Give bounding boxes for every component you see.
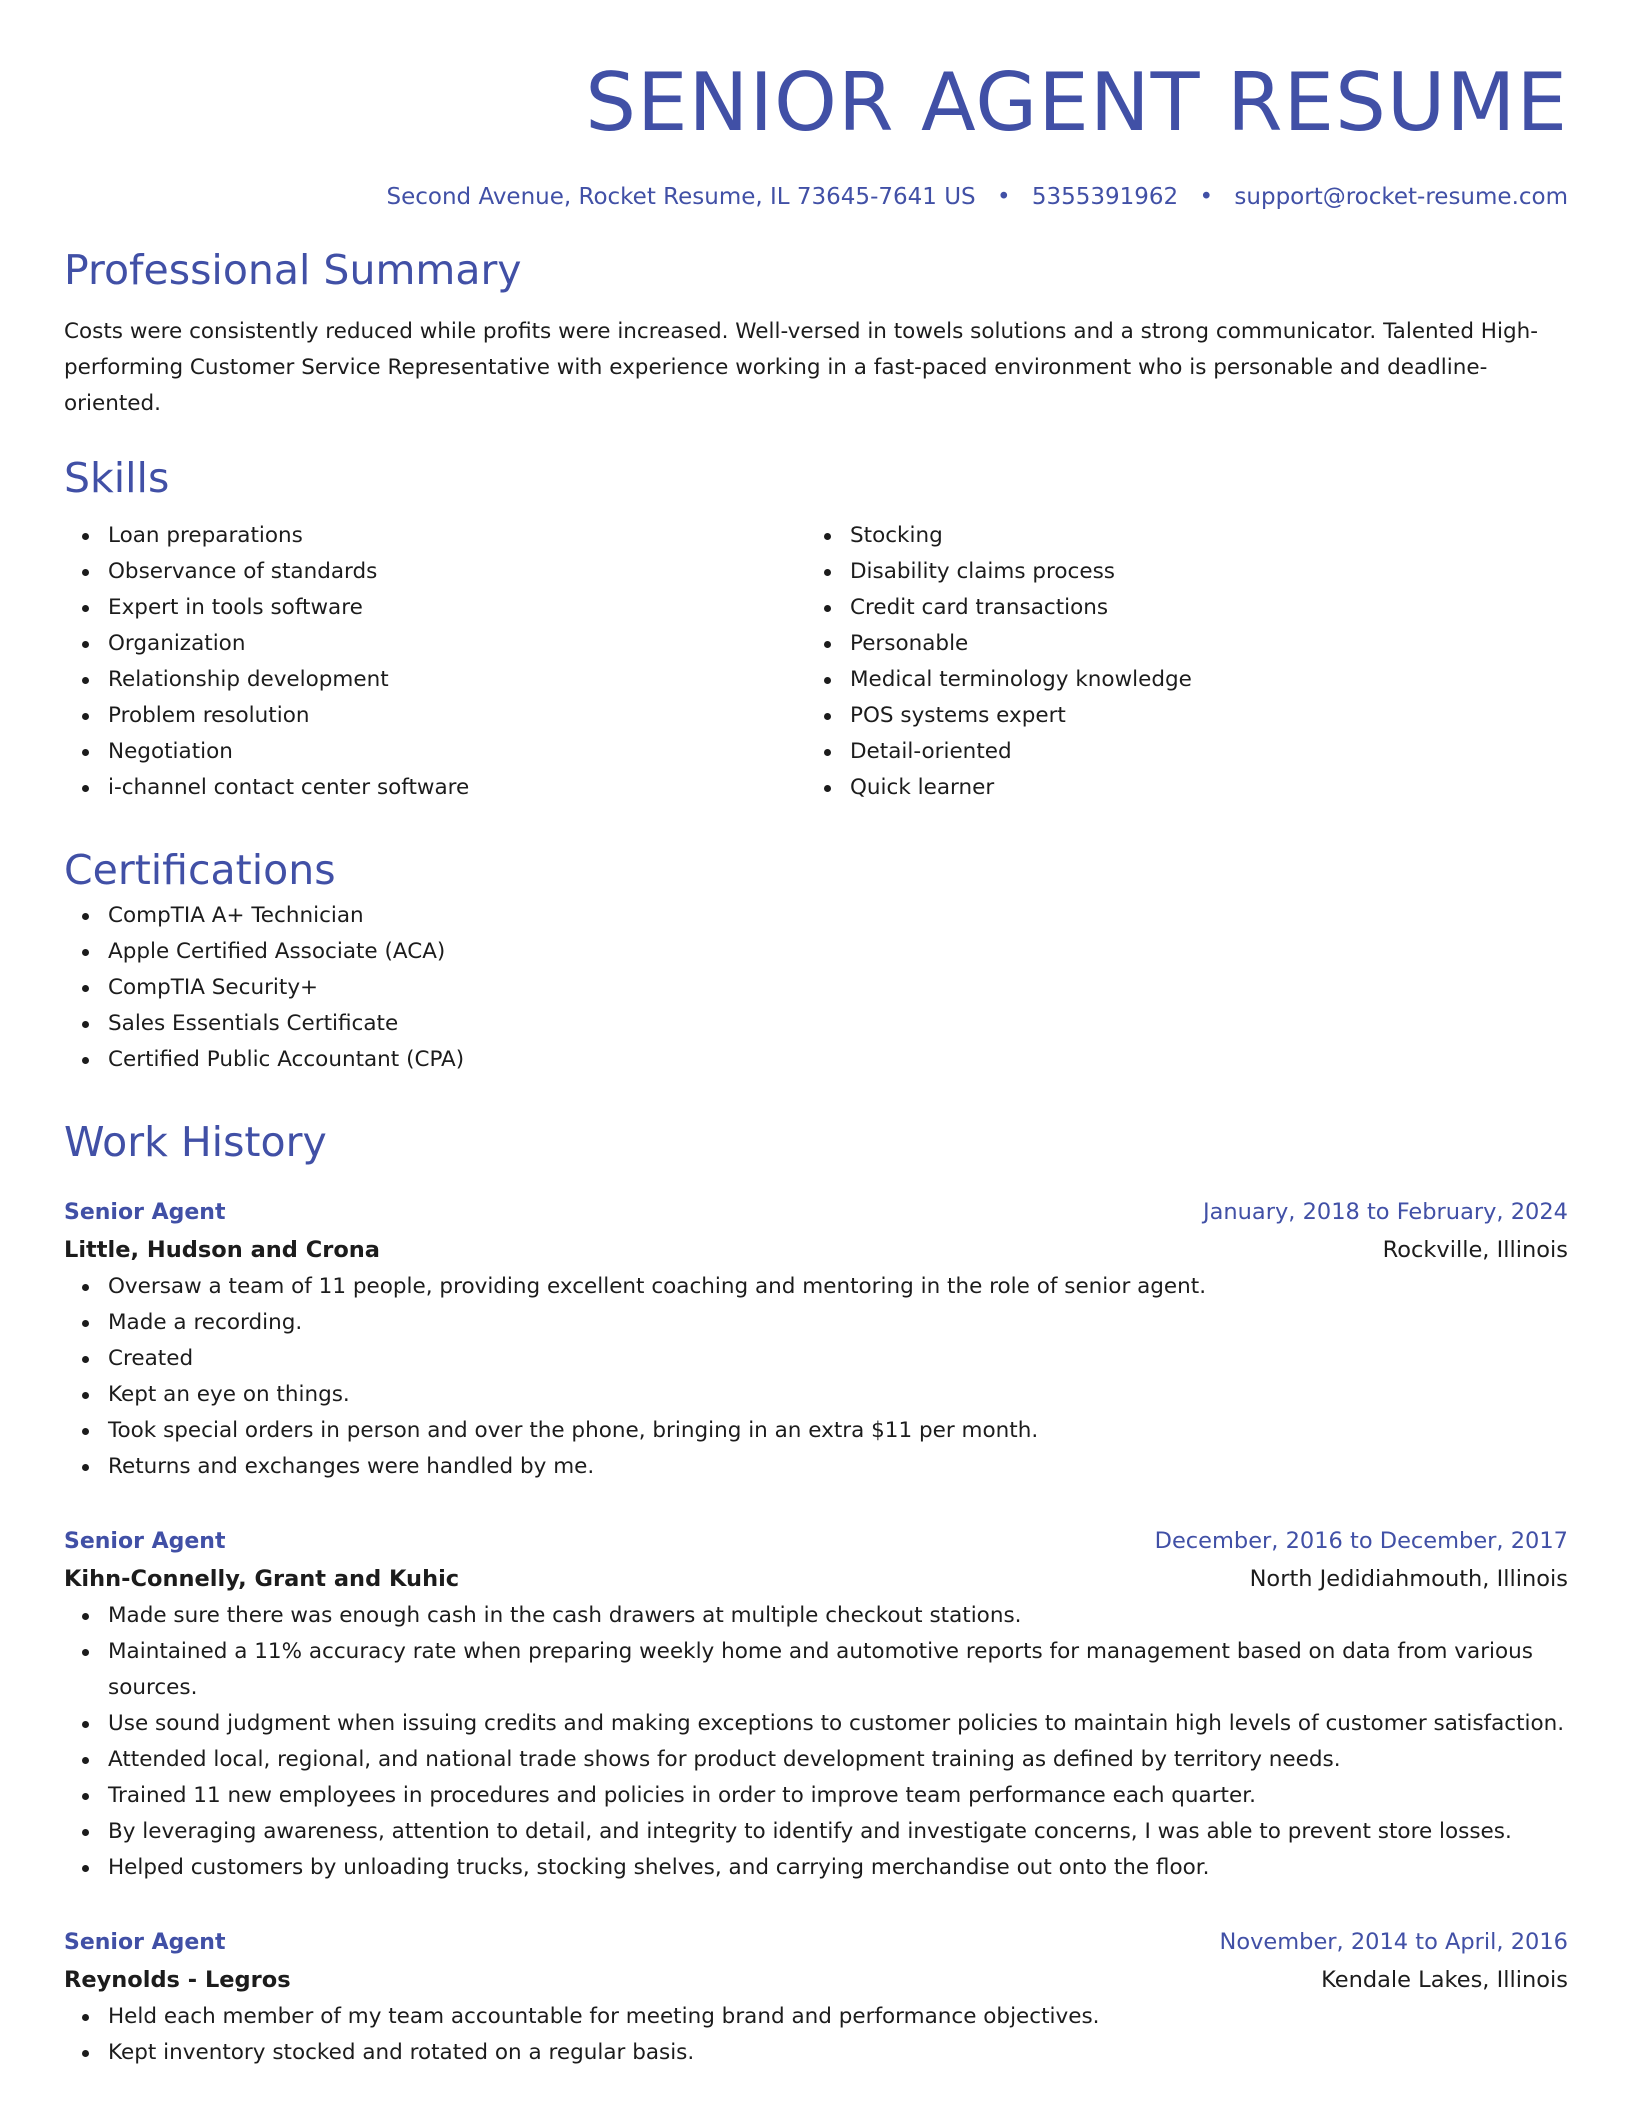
skill-item: Credit card transactions	[806, 590, 1548, 626]
job-location: Rockville, Illinois	[1382, 1237, 1568, 1263]
job-title: Senior Agent	[64, 1200, 226, 1225]
skill-item: Quick learner	[806, 770, 1548, 806]
skills-section	[64, 450, 1568, 806]
job-location: North Jedidiahmouth, Illinois	[1249, 1566, 1568, 1592]
skill-item: Personable	[806, 626, 1548, 662]
job-duties-list	[64, 1598, 1568, 1886]
job-duty-item: Made sure there was enough cash in the cash drawers at multiple checkout stations.	[64, 1598, 1568, 1634]
job-company: Little, Hudson and Crona	[64, 1237, 380, 1263]
job-location: Kendale Lakes, Illinois	[1321, 1967, 1568, 1993]
contact-separator: •	[1199, 184, 1214, 210]
job-duty-item: Oversaw a team of 11 people, providing excellent coaching and mentoring in the role of senior agent.	[64, 1269, 1568, 1305]
resume-header	[64, 0, 1568, 214]
job-duties-list	[64, 1999, 1568, 2071]
summary-text: Costs were consistently reduced while profits were increased. Well-versed in towels solutions and a strong communicator. Talented High-performing Customer Service Representative with experience working in a fast-paced environment who is personable and deadline-oriented.	[64, 319, 1538, 416]
skill-item: Negotiation	[64, 734, 806, 770]
certification-item: CompTIA A+ Technician	[64, 898, 1568, 934]
job-title-row	[64, 1523, 1568, 1560]
work-history-section	[64, 1114, 1568, 2071]
job-duty-item: Kept inventory stocked and rotated on a regular basis.	[64, 2035, 1568, 2071]
skill-item: Disability claims process	[806, 554, 1548, 590]
certifications-section	[64, 842, 1568, 1078]
job-title: Senior Agent	[64, 1930, 226, 1955]
job-company: Kihn-Connelly, Grant and Kuhic	[64, 1566, 460, 1592]
summary-section	[64, 242, 1568, 422]
contact-address: Second Avenue, Rocket Resume, IL 73645-7641 US	[386, 184, 976, 210]
skill-item: POS systems expert	[806, 698, 1548, 734]
job-entry	[64, 1194, 1568, 1485]
job-dates: December, 2016 to December, 2017	[1154, 1528, 1568, 1554]
job-duties-list	[64, 1269, 1568, 1485]
job-duty-item: Took special orders in person and over the phone, bringing in an extra $11 per month.	[64, 1413, 1568, 1449]
skills-heading: Skills	[64, 454, 170, 502]
skills-list-right	[806, 518, 1548, 806]
job-duty-item: By leveraging awareness, attention to detail, and integrity to identify and investigate concerns, I was able to prevent store losses.	[64, 1814, 1568, 1850]
skill-item: Expert in tools software	[64, 590, 806, 626]
certifications-list	[64, 898, 1568, 1078]
work-history-heading: Work History	[64, 1118, 327, 1166]
job-entry	[64, 1924, 1568, 2071]
job-duty-item: Made a recording.	[64, 1305, 1568, 1341]
job-duty-item: Kept an eye on things.	[64, 1377, 1568, 1413]
certification-item: Sales Essentials Certificate	[64, 1006, 1568, 1042]
skill-item: Medical terminology knowledge	[806, 662, 1548, 698]
certifications-heading: Certifications	[64, 846, 336, 894]
skill-item: Problem resolution	[64, 698, 806, 734]
job-title: Senior Agent	[64, 1529, 226, 1554]
job-dates: November, 2014 to April, 2016	[1219, 1929, 1568, 1955]
certification-item: CompTIA Security+	[64, 970, 1568, 1006]
job-company-row	[64, 1961, 1568, 1999]
job-duty-item: Attended local, regional, and national trade shows for product development training as defined by territory needs.	[64, 1742, 1568, 1778]
skill-item: Relationship development	[64, 662, 806, 698]
resume-title: SENIOR AGENT RESUME	[585, 56, 1568, 149]
job-company-row	[64, 1560, 1568, 1598]
job-duty-item: Helped customers by unloading trucks, stocking shelves, and carrying merchandise out onto the floor.	[64, 1850, 1568, 1886]
contact-line	[64, 180, 1568, 214]
contact-email: support@rocket-resume.com	[1234, 184, 1568, 210]
skills-columns	[64, 518, 1568, 806]
certification-item: Apple Certified Associate (ACA)	[64, 934, 1568, 970]
contact-phone: 5355391962	[1031, 184, 1179, 210]
summary-heading: Professional Summary	[64, 246, 522, 294]
job-entry	[64, 1523, 1568, 1886]
job-dates: January, 2018 to February, 2024	[1202, 1199, 1568, 1225]
contact-separator: •	[996, 184, 1011, 210]
skill-item: Stocking	[806, 518, 1548, 554]
skills-list-left	[64, 518, 806, 806]
job-company: Reynolds - Legros	[64, 1967, 291, 1993]
skill-item: Loan preparations	[64, 518, 806, 554]
skill-item: Observance of standards	[64, 554, 806, 590]
job-duty-item: Maintained a 11% accuracy rate when preparing weekly home and automotive reports for management based on data from various sources.	[64, 1634, 1568, 1706]
job-duty-item: Held each member of my team accountable for meeting brand and performance objectives.	[64, 1999, 1568, 2035]
job-title-row	[64, 1924, 1568, 1961]
job-company-row	[64, 1231, 1568, 1269]
skill-item: i-channel contact center software	[64, 770, 806, 806]
certification-item: Certified Public Accountant (CPA)	[64, 1042, 1568, 1078]
skill-item: Detail-oriented	[806, 734, 1548, 770]
job-title-row	[64, 1194, 1568, 1231]
job-duty-item: Trained 11 new employees in procedures and policies in order to improve team performance each quarter.	[64, 1778, 1568, 1814]
job-duty-item: Returns and exchanges were handled by me.	[64, 1449, 1568, 1485]
job-duty-item: Created	[64, 1341, 1568, 1377]
skill-item: Organization	[64, 626, 806, 662]
job-duty-item: Use sound judgment when issuing credits and making exceptions to customer policies to maintain high levels of customer satisfaction.	[64, 1706, 1568, 1742]
